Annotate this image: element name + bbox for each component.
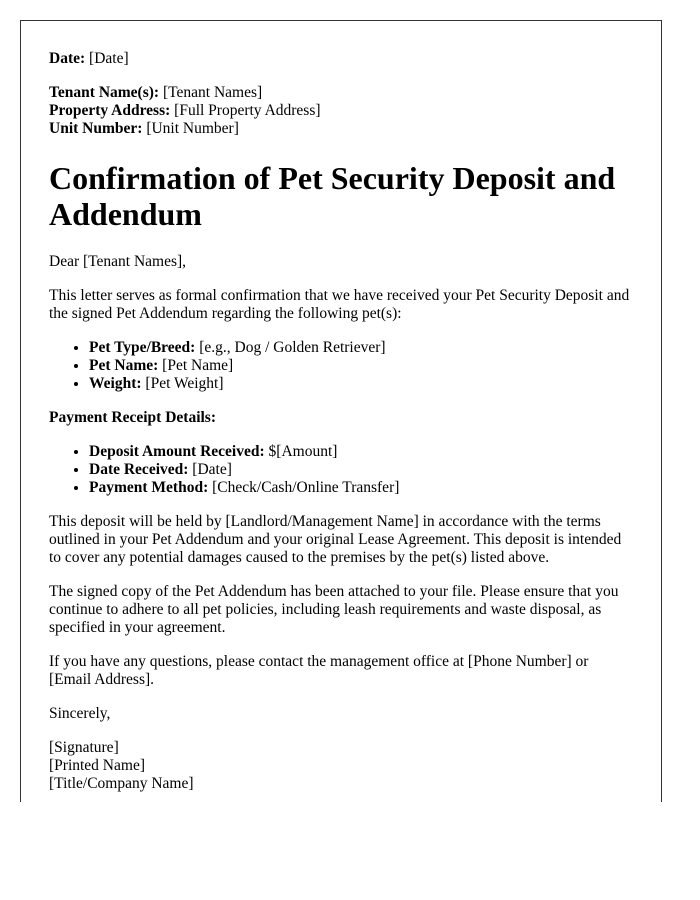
deposit-paragraph: This deposit will be held by [Landlord/Management Name] in accordance with the terms outlined in your Pet Addendum and your original Lease Agreement. This deposit is intended to cover any potential damages caused to the premises by the pet(s) listed above. [49, 513, 622, 566]
payment-heading: Payment Receipt Details: [49, 409, 217, 426]
list-item: • Weight: [Pet Weight] [89, 375, 632, 393]
letter-title: Confirmation of Pet Security Deposit and Addendum [49, 160, 616, 232]
date-line: Date: [Date] [49, 50, 129, 67]
list-item: • Pet Name: [Pet Name] [89, 357, 632, 375]
salutation: Dear [Tenant Names], [49, 253, 187, 270]
payment-details-list [49, 443, 632, 497]
letter-page [20, 20, 662, 802]
contact-paragraph: If you have any questions, please contact the management office at [Phone Number] or [Email Address]. [49, 653, 589, 688]
list-item: • Pet Type/Breed: [e.g., Dog / Golden Retriever] [89, 339, 632, 357]
pet-details-list [49, 339, 632, 393]
signature-block: [Signature] [Printed Name] [Title/Company Name] [49, 739, 194, 792]
closing: Sincerely, [49, 705, 111, 722]
intro-paragraph: This letter serves as formal confirmation that we have received your Pet Security Deposit and the signed Pet Addendum regarding the following pet(s): [49, 287, 630, 322]
addendum-paragraph: The signed copy of the Pet Addendum has been attached to your file. Please ensure that you continue to adhere to all pet policies, including leash requirements and waste disposal, as specified in your agreement. [49, 583, 619, 636]
list-item: • Deposit Amount Received: $[Amount] [89, 443, 632, 461]
list-item: • Payment Method: [Check/Cash/Online Transfer] [89, 479, 632, 497]
tenant-info: Tenant Name(s): [Tenant Names] Property Address: [Full Property Address] Unit Number: [Unit Number] [49, 84, 321, 137]
list-item: • Date Received: [Date] [89, 461, 632, 479]
